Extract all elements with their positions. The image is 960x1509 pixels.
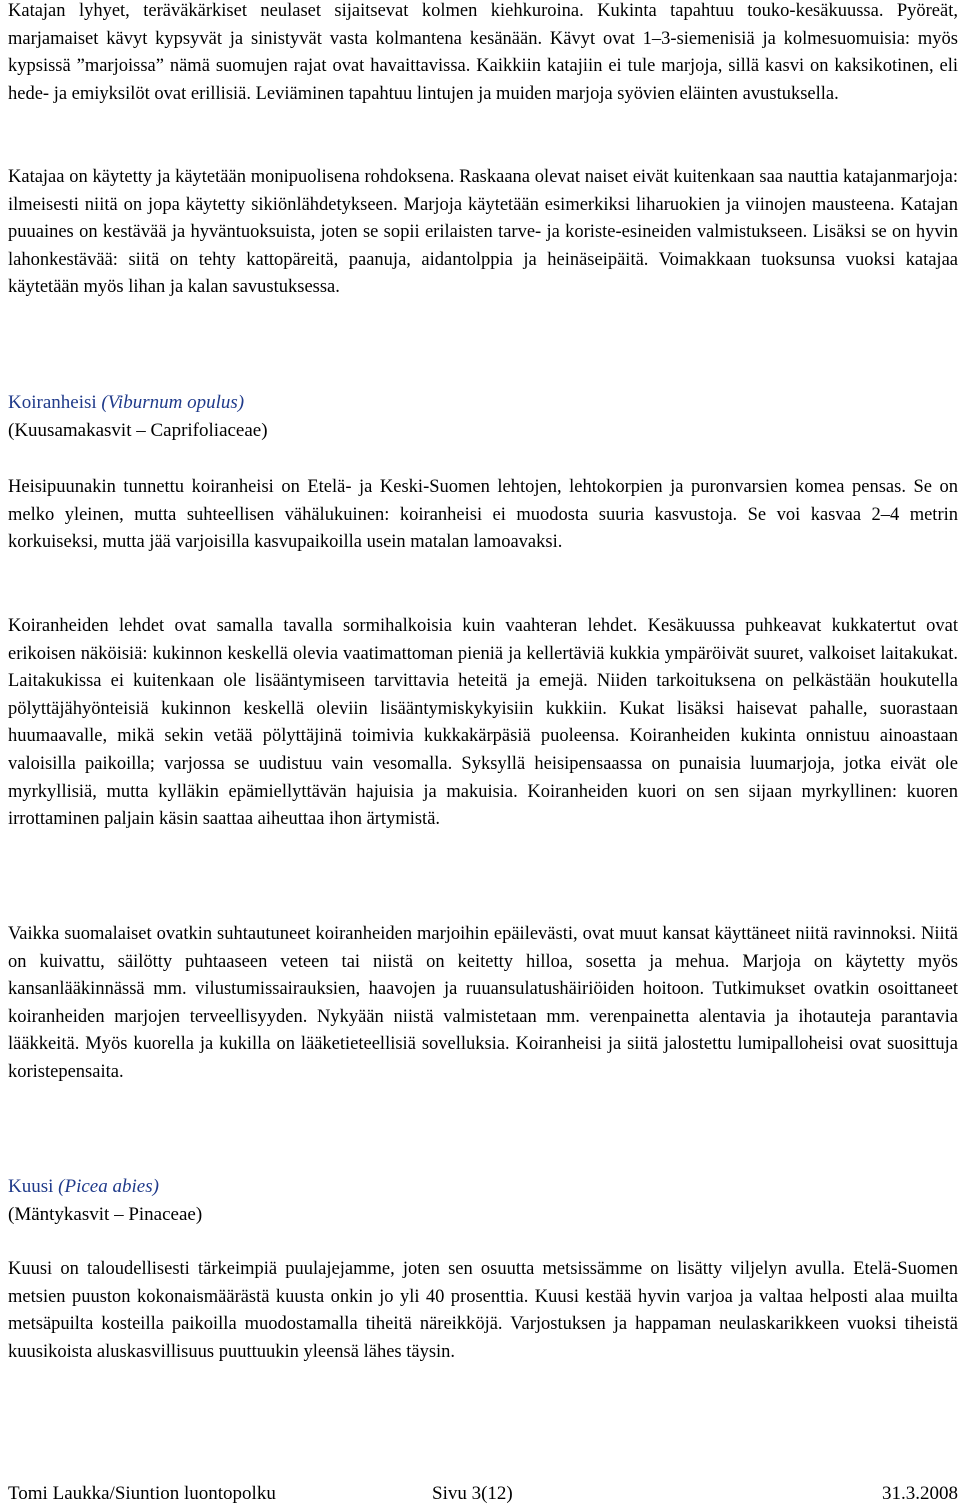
kuusi-latin-name: (Picea abies) bbox=[58, 1176, 159, 1197]
katajan-description-text: Katajan lyhyet, teräväkärkiset neulaset sijaitsevat kolmen kiehkuroina. Kukinta tapahtuu touko-kesäkuussa. Pyöreät, marjamaiset kävyt kypsyvät ja sinistyvät vasta kolmantena kesänään. Kävyt ovat 1–3-siemenisiä ja kolmesuomuisia: myös kypsissä ”marjoissa” nämä suomujen rajat ovat havaittavissa. Kaikkiin katajiin ei tule marjoja, sillä kasvi on kaksikotinen, eli hede- ja emiyksilöt ovat erillisiä. Leviäminen tapahtuu lintujen ja muiden marjoja syövien eläinten avustuksella. bbox=[8, 1, 958, 104]
kuusi-family: (Mäntykasvit – Pinaceae) bbox=[8, 1204, 203, 1225]
kuusi-paragraph-1-text: Kuusi on taloudellisesti tärkeimpiä puulajejamme, joten sen osuutta metsissämme on lisätty viljelyn avulla. Etelä-Suomen metsien puuston kokonaismäärästä kuusta onkin jo yli 40 prosenttia. Kuusi kestää hyvin varjoa ja valtaa helposti alaa muilta metsäpuilta kosteilla paikoilla muodostamalla tiheitä näreikköjä. Varjostuksen ja happaman neulaskarikkeen vuoksi tiheistä kuusikoista aluskasvillisuus puuttuukin yleensä lähes täysin. bbox=[8, 1259, 958, 1362]
koiranheisi-paragraph-3 bbox=[8, 921, 958, 1087]
koiranheisi-family: (Kuusamakasvit – Caprifoliaceae) bbox=[8, 420, 268, 441]
koiranheisi-heading bbox=[8, 389, 244, 417]
koiranheisi-paragraph-1 bbox=[8, 474, 958, 557]
koiranheisi-paragraph-2 bbox=[8, 613, 958, 834]
page-footer bbox=[8, 1480, 958, 1508]
footer-page-number: Sivu 3(12) bbox=[432, 1483, 513, 1504]
koiranheisi-latin-name: (Viburnum opulus) bbox=[101, 392, 245, 413]
koiranheisi-name-link[interactable]: Koiranheisi bbox=[8, 392, 97, 413]
katajan-uses-text: Katajaa on käytetty ja käytetään monipuolisena rohdoksena. Raskaana olevat naiset eivät kuitenkaan saa nauttia katajanmarjoja: ilmeisesti niitä on jopa käytetty sikiönlähdetykseen. Marjoja käytetään esimerkiksi liharuokien ja viinojen mausteena. Katajan puuaines on kestävää ja hyväntuoksuista, joten se sopii erilaisten tarve- ja koriste-esineiden valmistukseen. Lisäksi se on hyvin lahonkestävää: siitä on tehty kattopäreitä, paanuja, aidantolppia ja heinäseipäitä. Voimakkaan tuoksunsa vuoksi katajaa käytetään myös lihan ja kalan savustuksessa. bbox=[8, 167, 958, 298]
kuusi-heading bbox=[8, 1173, 159, 1201]
koiranheisi-paragraph-3-text: Vaikka suomalaiset ovatkin suhtautuneet koiranheiden marjoihin epäilevästi, ovat muut kansat käyttäneet niitä ravinnoksi. Niitä on kuivattu, säilötty puhtaaseen veteen tai niistä on keitetty hilloa, sosetta ja mehua. Marjoja on käytetty myös kansanlääkinnässä mm. vilustumissairauksien, haavojen ja ruuansulatushäiriöiden hoitoon. Tutkimukset ovatkin osoittaneet koiranheiden marjojen terveellisyyden. Nykyään niistä valmistetaan mm. verenpainetta alentavia ja ihotauteja parantavia lääkkeitä. Myös kuorella ja kukilla on lääketieteellisiä sovelluksia. Koiranheisi ja siitä jalostettu lumipalloheisi ovat suosittuja koristepensaita. bbox=[8, 924, 958, 1082]
katajan-description-paragraph bbox=[8, 0, 958, 108]
footer-author: Tomi Laukka/Siuntion luontopolku bbox=[8, 1483, 276, 1504]
katajan-uses-paragraph bbox=[8, 164, 958, 302]
kuusi-paragraph-1 bbox=[8, 1256, 958, 1366]
kuusi-name-link[interactable]: Kuusi bbox=[8, 1176, 54, 1197]
koiranheisi-paragraph-1-text: Heisipuunakin tunnettu koiranheisi on Etelä- ja Keski-Suomen lehtojen, lehtokorpien ja puronvarsien komea pensas. Se on melko yleinen, mutta suhteellisen vähälukuinen: koiranheisi ei muodosta suuria kasvustoja. Se voi kasvaa 2–4 metrin korkuiseksi, mutta jää varjoisilla kasvupaikoilla usein matalan lamoavaksi. bbox=[8, 477, 958, 553]
koiranheisi-paragraph-2-text: Koiranheiden lehdet ovat samalla tavalla sormihalkoisia kuin vaahteran lehdet. Kesäkuussa puhkeavat kukkatertut ovat erikoisen näköisiä: kukinnon keskellä olevia vaatimattoman pieniä ja kellertäviä kukkia ympäröivät suuret, valkoiset laitakukat. Laitakukissa ei kuitenkaan ole lisääntymiseen tarvittavia heteitä ja emejä. Niiden tarkoituksena on pelkästään houkutella pölyttäjähyönteisiä kukinnon keskellä oleviin lisääntymiskykyisiin kukkiin. Kukat lisäksi haisevat pahalle, suorastaan huumaavalle, mikä sekin vetää pölyttäjinä toimivia kukkakärpäsiä puoleensa. Koiranheiden kukinta onnistuu ainoastaan valoisilla paikoilla; varjossa se uudistuu vain vesomalla. Syksyllä heisipensaassa on punaisia luumarjoja, jotka eivät ole myrkyllisiä, mutta kylläkin epämiellyttävän hajuisia ja makuisia. Koiranheiden kuori on sen sijaan myrkyllinen: kuoren irrottaminen paljain käsin saattaa aiheuttaa ihon ärtymistä. bbox=[8, 616, 958, 830]
footer-date: 31.3.2008 bbox=[882, 1483, 958, 1504]
